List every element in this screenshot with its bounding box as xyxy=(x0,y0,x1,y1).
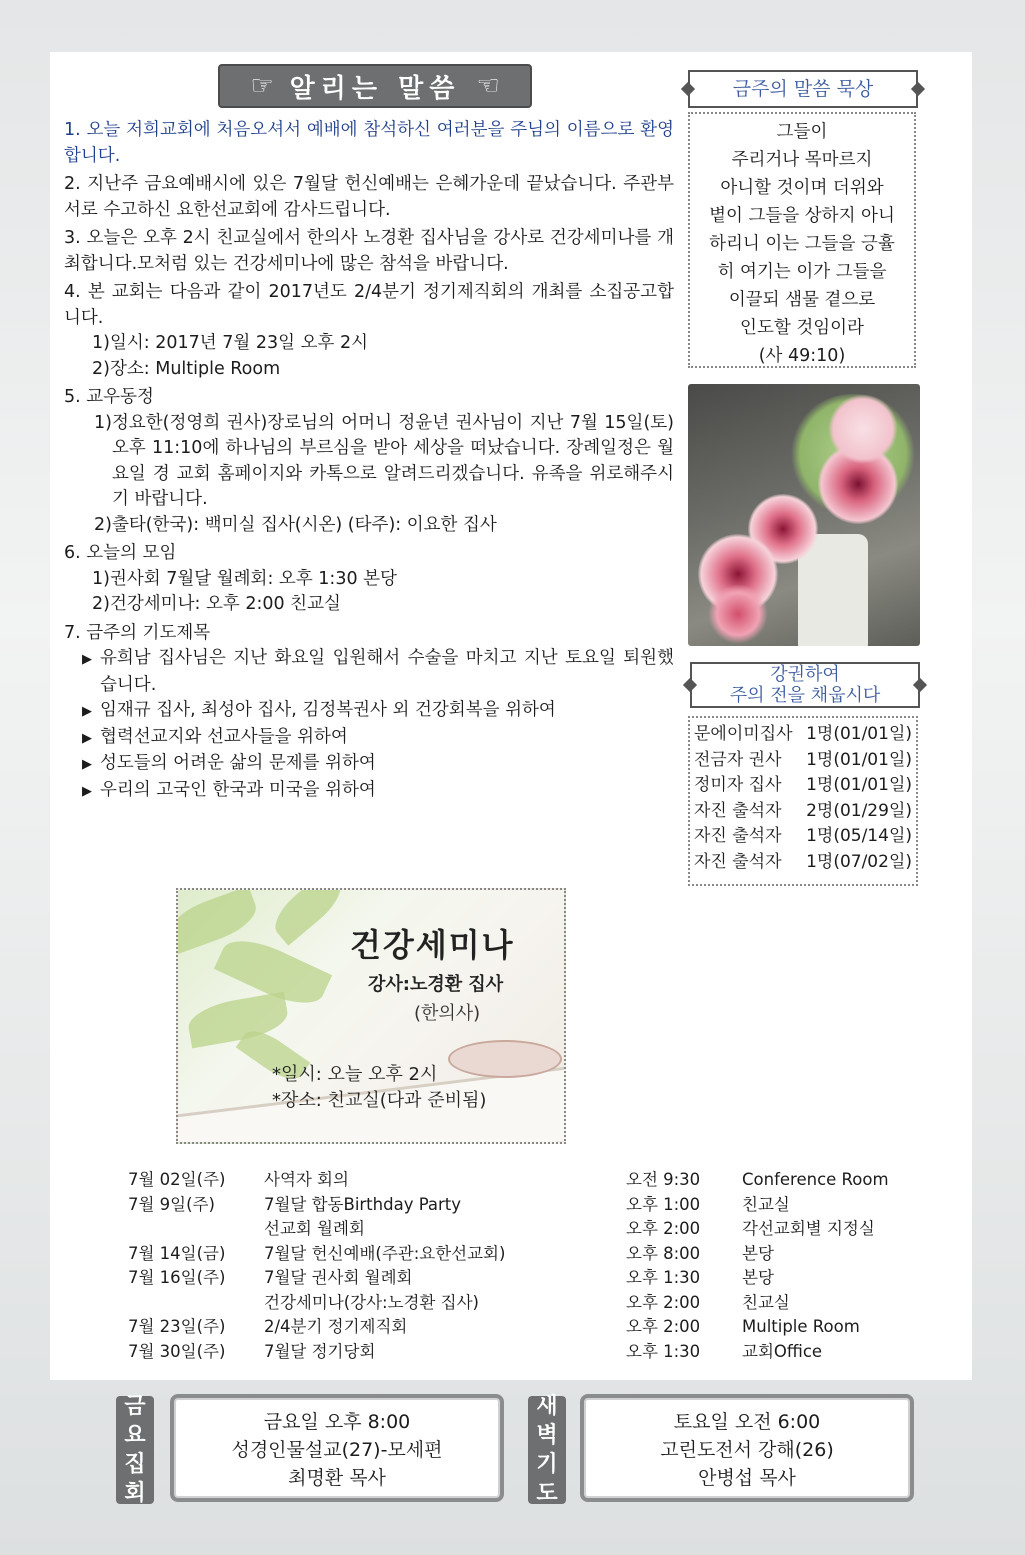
verse-line: 볕이 그들을 상하지 아니 xyxy=(709,206,895,226)
flower-shape xyxy=(708,584,768,644)
seminar-time: *일시: 오늘 오후 2시 xyxy=(272,1064,438,1085)
attendance-row: 자진 출석자 1명(05/14일) xyxy=(694,826,912,846)
attendance-row: 자진 출석자 1명(07/02일) xyxy=(694,851,912,872)
friday-service-time: 금요일 오후 8:00 xyxy=(263,1411,411,1433)
triangle-bullet-icon: ▶ xyxy=(82,757,92,772)
verse-line: 그들이 xyxy=(776,122,828,142)
announcement-4-date: 1)일시: 2017년 7월 23일 오후 2시 xyxy=(92,333,368,353)
triangle-bullet-icon: ▶ xyxy=(82,783,92,799)
schedule-table xyxy=(128,1168,918,1364)
attendance-row: 자진 출석자 2명(01/29일) xyxy=(694,800,912,821)
dawn-prayer-box xyxy=(580,1394,914,1502)
announcement-6-meeting-1: 1)권사회 7월달 월례회: 오후 1:30 본당 xyxy=(92,568,397,589)
seminar-place: *장소: 친교실(다과 준비됨) xyxy=(272,1090,487,1111)
attendance-header-line2: 주의 전을 채웁시다 xyxy=(729,685,881,706)
friday-service-sermon: 성경인물설교(27)-모세편 xyxy=(231,1439,443,1461)
health-seminar-box xyxy=(176,888,566,1144)
schedule-row: 7월 9일(주) 7월달 합동Birthday Party 오후 1:00 친교실 xyxy=(128,1194,790,1214)
verse-line: 주리거나 목마르지 xyxy=(731,150,873,170)
dawn-prayer-label: 새 벽 기 도 xyxy=(528,1396,566,1504)
verse-line: 아니할 것이며 더위와 xyxy=(720,178,884,198)
announcement-7: 7. 금주의 기도제목 xyxy=(64,622,211,643)
schedule-row: 7월 14일(금) 7월달 헌신예배(주관:요한선교회) 오후 8:00 본당 xyxy=(128,1243,774,1263)
prayer-item: ▶ 유희남 집사님은 지난 화요일 입원해서 수술을 마치고 지난 토요일 퇴원했습니다. xyxy=(82,648,674,695)
announcement-6-meeting-2: 2)건강세미나: 오후 2:00 친교실 xyxy=(92,594,341,614)
teacup-decoration xyxy=(448,1040,562,1078)
attendance-list xyxy=(688,716,918,886)
verse-line: 인도할 것임이라 xyxy=(740,318,864,338)
triangle-bullet-icon: ▶ xyxy=(82,652,92,667)
seminar-speaker-role: (한의사) xyxy=(414,1003,481,1024)
seminar-title: 건강세미나 xyxy=(350,926,515,964)
schedule-row: 7월 23일(주) 2/4분기 정기제직회 오후 2:00 Multiple Room xyxy=(128,1317,860,1336)
announcement-4-place: 2)장소: Multiple Room xyxy=(92,358,281,379)
announcement-4: 4. 본 교회는 다음과 같이 2017년도 2/4분기 정기제직회의 개최를 소집공고합니다. xyxy=(64,282,674,328)
schedule-row: 선교회 월례회 오후 2:00 각선교회별 지정실 xyxy=(264,1219,875,1238)
announcement-3: 3. 오늘은 오후 2시 친교실에서 한의사 노경환 집사님을 강사로 건강세미나를 개최합니다.모처럼 있는 건강세미나에 많은 참석을 바랍니다. xyxy=(64,228,674,274)
schedule-row: 7월 30일(주) 7월달 정기당회 오후 1:30 교회Office xyxy=(128,1341,823,1361)
meditation-header-label: 금주의 말씀 묵상 xyxy=(732,78,874,100)
prayer-item: ▶ 협력선교지와 선교사들을 위하여 xyxy=(64,725,674,752)
announcement-1: 1. 오늘 저희교회에 처음오셔서 예배에 참석하신 여러분을 주님의 이름으로 환영합니다. xyxy=(64,120,674,166)
pointing-hand-left-icon: ☜ xyxy=(476,71,500,101)
announcement-6: 6. 오늘의 모임 xyxy=(64,543,177,563)
verse-reference: (사 49:10) xyxy=(758,346,846,366)
friday-service-box xyxy=(170,1394,504,1502)
verse-line: 이끌되 샘물 곁으로 xyxy=(728,290,876,310)
pointing-hand-right-icon: ☞ xyxy=(250,71,274,101)
announcements-header xyxy=(218,64,532,108)
triangle-bullet-icon: ▶ xyxy=(82,730,92,746)
meditation-verse-box xyxy=(688,112,916,368)
attendance-row: 전금자 권사 1명(01/01일) xyxy=(694,749,912,770)
prayer-item: ▶ 임재규 집사, 최성아 집사, 김정복권사 외 건강회복을 위하여 xyxy=(64,698,674,725)
announcements-list xyxy=(64,118,674,804)
attendance-row: 문에이미집사 1명(01/01일) xyxy=(694,724,912,744)
announcement-5-travel: 2)출타(한국): 백미실 집사(시온) (타주): 이요한 집사 xyxy=(94,514,497,535)
seminar-speaker: 강사:노경환 집사 xyxy=(368,974,504,995)
schedule-row: 7월 02일(주) 사역자 회의 오전 9:30 Conference Room xyxy=(128,1170,889,1189)
attendance-row: 정미자 집사 1명(01/01일) xyxy=(694,775,912,795)
announcement-5: 5. 교우동정 xyxy=(64,387,154,407)
dawn-prayer-time: 토요일 오전 6:00 xyxy=(673,1411,821,1433)
verse-line: 하리니 이는 그들을 긍휼 xyxy=(709,234,895,254)
announcements-title: 알리는 말씀 xyxy=(289,73,461,104)
dawn-prayer-sermon: 고린도전서 강해(26) xyxy=(660,1439,834,1461)
announcement-2: 2. 지난주 금요예배시에 있은 7월달 헌신예배는 은혜가운데 끝났습니다. 주관부서로 수고하신 요한선교회에 감사드립니다. xyxy=(64,174,674,220)
prayer-item: ▶ 우리의 고국인 한국과 미국을 위하여 xyxy=(64,778,674,805)
attendance-header-line1: 강권하여 xyxy=(770,664,840,685)
schedule-row: 7월 16일(주) 7월달 권사회 월례회 오후 1:30 본당 xyxy=(128,1268,774,1287)
friday-service-preacher: 최명환 목사 xyxy=(288,1467,386,1489)
verse-line: 히 여기는 이가 그들을 xyxy=(717,262,887,282)
leaf-decoration xyxy=(266,888,349,946)
flower-photo xyxy=(688,384,920,646)
prayer-item: ▶ 성도들의 어려운 삶의 문제를 위하여 xyxy=(64,751,674,778)
flower-shape xyxy=(828,394,898,464)
dawn-prayer-preacher: 안병섭 목사 xyxy=(698,1467,796,1489)
meditation-header xyxy=(688,70,918,108)
attendance-header xyxy=(690,662,920,708)
friday-service-label: 금 요 집 회 xyxy=(116,1396,154,1504)
triangle-bullet-icon: ▶ xyxy=(82,704,92,719)
announcement-5-condolence: 1)정요한(정영희 권사)장로님의 어머니 정윤년 권사님이 지난 7월 15일(토) 오후 11:10에 하나님의 부르심을 받아 세상을 떠났습니다. 장례일정은 월요일 경 교회 홈페이지와 카톡으로 알려드리겠습니다. 유족을 위로해주시기 바랍니다. xyxy=(94,412,674,509)
schedule-row: 건강세미나(강사:노경환 집사) 오후 2:00 친교실 xyxy=(264,1292,790,1312)
